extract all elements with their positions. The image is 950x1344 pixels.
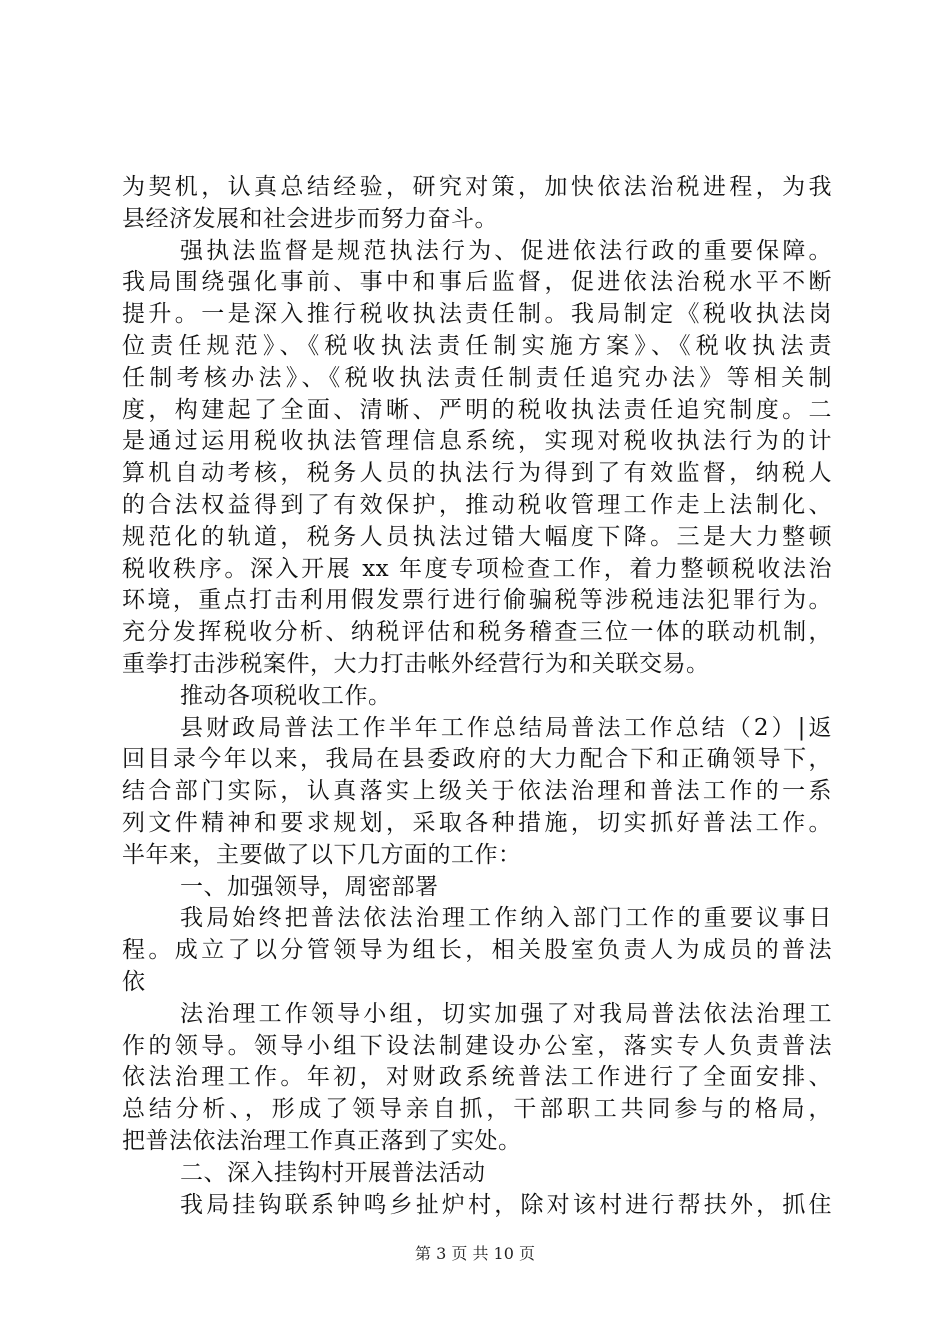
- text-line: 算机自动考核，税务人员的执法行为得到了有效监督，纳税人: [122, 460, 832, 487]
- text-line: 依法治理工作。年初，对财政系统普法工作进行了全面安排、: [122, 1064, 832, 1091]
- text-line: 任制考核办法》、《税收执法责任制责任追究办法》等相关制: [122, 364, 832, 391]
- text-line: 的合法权益得到了有效保护，推动税收管理工作走上法制化、: [122, 491, 832, 518]
- text-line: 依: [122, 968, 146, 995]
- text-line: 我局围绕强化事前、事中和事后监督，促进依法治税水平不断: [122, 269, 832, 296]
- text-line: 我局始终把普法依法治理工作纳入部门工作的重要议事日: [180, 905, 832, 932]
- text-line: 度，构建起了全面、清晰、严明的税收执法责任追究制度。二: [122, 396, 832, 423]
- text-line: 重拳打击涉税案件，大力打击帐外经营行为和关联交易。: [122, 650, 710, 677]
- text-line: 作的领导。领导小组下设法制建设办公室，落实专人负责普法: [122, 1032, 832, 1059]
- text-line: 位责任规范》、《税收执法责任制实施方案》、《税收执法责: [122, 332, 832, 359]
- text-line: 县经济发展和社会进步而努力奋斗。: [122, 205, 498, 232]
- text-line: 把普法依法治理工作真正落到了实处。: [122, 1127, 522, 1154]
- text-line: 是通过运用税收执法管理信息系统，实现对税收执法行为的计: [122, 428, 832, 455]
- text-line: 程。成立了以分管领导为组长，相关股室负责人为成员的普法: [122, 937, 832, 964]
- text-line: 强执法监督是规范执法行为、促进依法行政的重要保障。: [180, 237, 832, 264]
- text-line: 总结分析、，形成了领导亲自抓，干部职工共同参与的格局，: [122, 1096, 832, 1123]
- text-line: 法治理工作领导小组，切实加强了对我局普法依法治理工: [180, 1000, 832, 1027]
- text-line: 回目录今年以来，我局在县委政府的大力配合下和正确领导下，: [122, 746, 832, 773]
- text-line: 为契机，认真总结经验，研究对策，加快依法治税进程，为我: [122, 174, 832, 200]
- document-body: [122, 172, 832, 1221]
- text-line: 一、加强领导，周密部署: [180, 873, 439, 900]
- text-line: 列文件精神和要求规划，采取各种措施，切实抓好普法工作。: [122, 809, 832, 836]
- page-footer: 第 3 页 共 10 页: [415, 1244, 535, 1263]
- text-line: 推动各项税收工作。: [180, 682, 392, 709]
- text-line: 充分发挥税收分析、纳税评估和税务稽查三位一体的联动机制，: [122, 619, 832, 646]
- text-line: 提升。一是深入推行税收执法责任制。我局制定《税收执法岗: [122, 301, 832, 328]
- text-line: 我局挂钩联系钟鸣乡扯炉村，除对该村进行帮扶外，抓住: [180, 1191, 832, 1218]
- text-line: 二、深入挂钩村开展普法活动: [180, 1159, 486, 1186]
- text-line: 结合部门实际，认真落实上级关于依法治理和普法工作的一系: [122, 778, 832, 805]
- text-line: 税收秩序。深入开展 xx 年度专项检查工作，着力整顿税收法治: [122, 555, 832, 582]
- text-line: 环境，重点打击利用假发票行进行偷骗税等涉税违法犯罪行为。: [122, 587, 832, 614]
- text-line: 县财政局普法工作半年工作总结局普法工作总结（2）|返: [180, 714, 832, 741]
- text-line: 半年来，主要做了以下几方面的工作：: [122, 841, 522, 868]
- text-line: 规范化的轨道，税务人员执法过错大幅度下降。三是大力整顿: [122, 523, 832, 550]
